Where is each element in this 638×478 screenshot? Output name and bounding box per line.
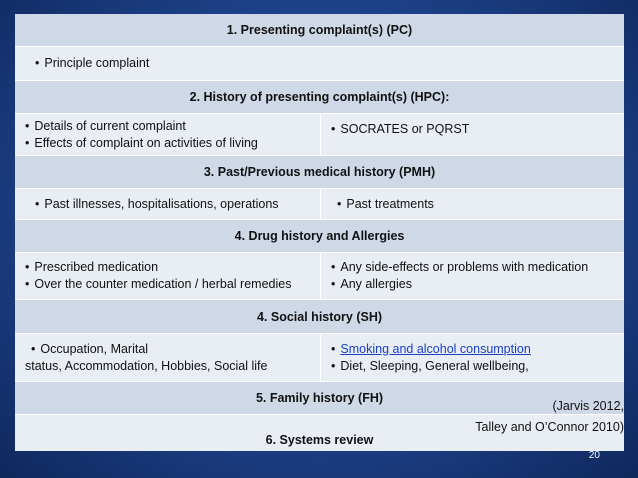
dh-right-item: • Any allergies: [331, 276, 614, 293]
sh-right-link-item: [331, 341, 614, 358]
pmh-left-item: • Past illnesses, hospitalisations, operations: [35, 196, 310, 213]
pc-header: 1. Presenting complaint(s) (PC): [226, 23, 413, 37]
pmh-right-cell: [321, 189, 624, 219]
hpc-header-row: [15, 81, 624, 114]
sr-header: 6. Systems review: [265, 433, 374, 447]
pc-cell: [15, 47, 624, 80]
pmh-content-row: [15, 189, 624, 220]
pc-item: • Principle complaint: [35, 55, 614, 72]
hpc-content-row: [15, 114, 624, 156]
fh-header: 5. Family history (FH): [255, 391, 384, 405]
sh-header: 4. Social history (SH): [256, 309, 383, 324]
reference-line: (Jarvis 2012,: [552, 399, 624, 413]
sh-left-item: • Occupation, Marital: [25, 341, 310, 358]
hpc-left-item: • Details of current complaint: [25, 118, 310, 135]
sh-left-item-continued: status, Accommodation, Hobbies, Social life: [25, 358, 268, 373]
sh-right-item: • Diet, Sleeping, General wellbeing,: [331, 358, 614, 375]
pc-content-row: [15, 47, 624, 81]
sh-header-row: [15, 300, 624, 334]
dh-right-cell: [321, 253, 624, 299]
pmh-header: 3. Past/Previous medical history (PMH): [203, 165, 436, 179]
pmh-right-item: • Past treatments: [337, 196, 614, 213]
reference-citation: [475, 396, 624, 438]
pmh-left-cell: [15, 189, 321, 219]
dh-header: 4. Drug history and Allergies: [234, 229, 405, 243]
history-taking-table: [15, 14, 624, 451]
hpc-left-item: • Effects of complaint on activities of living: [25, 135, 310, 152]
smoking-alcohol-link[interactable]: Smoking and alcohol consumption: [340, 341, 531, 356]
pmh-header-row: [15, 156, 624, 189]
dh-left-item: • Over the counter medication / herbal remedies: [25, 276, 310, 293]
pc-header-row: [15, 14, 624, 47]
sh-right-cell: [321, 334, 624, 381]
dh-content-row: [15, 253, 624, 300]
dh-left-item: • Prescribed medication: [25, 259, 310, 276]
hpc-right-item: • SOCRATES or PQRST: [331, 121, 614, 138]
sh-left-cell: [15, 334, 321, 381]
hpc-header: 2. History of presenting complaint(s) (HPC):: [189, 90, 450, 104]
dh-right-item: • Any side-effects or problems with medication: [331, 259, 614, 276]
page-number: 20: [588, 450, 600, 461]
reference-line: Talley and O’Connor 2010): [475, 420, 624, 434]
dh-left-cell: [15, 253, 321, 299]
dh-header-row: [15, 220, 624, 253]
sh-content-row: [15, 334, 624, 382]
hpc-right-cell: [321, 114, 624, 155]
hpc-left-cell: [15, 114, 321, 155]
